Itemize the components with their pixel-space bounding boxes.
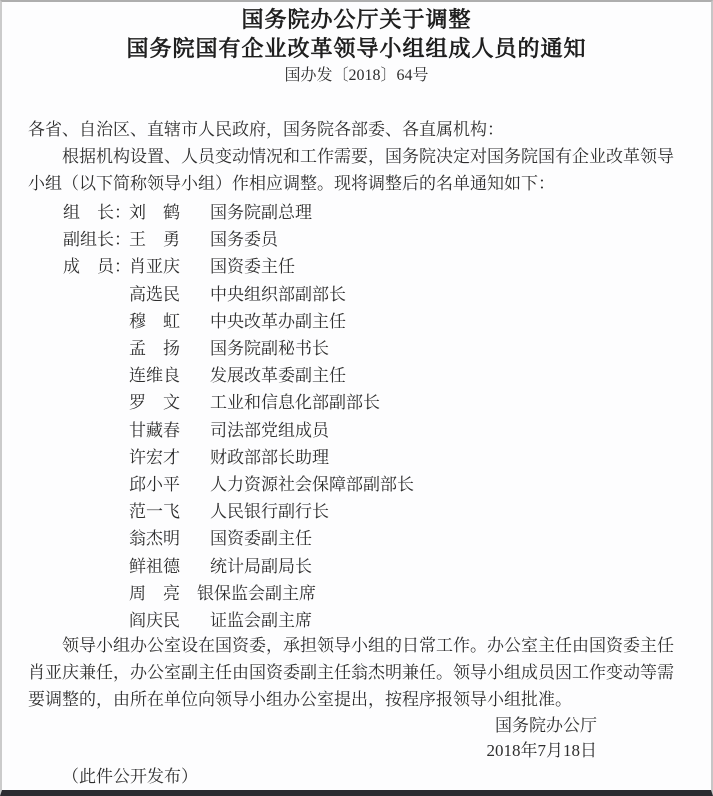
member-row — [63, 387, 685, 414]
member-row — [63, 333, 685, 360]
salutation: 各省、自治区、直辖市人民政府，国务院各部委、各直属机构： — [28, 120, 504, 139]
member-name: 高选民 — [129, 284, 180, 304]
member-name: 孟 扬 — [129, 339, 180, 359]
member-row — [63, 605, 685, 632]
member-position: 发展改革委副主任 — [210, 366, 346, 386]
member-name: 翁杰明 — [129, 529, 180, 549]
member-name: 罗 文 — [129, 393, 180, 413]
document-number: 国办发〔2018〕64号 — [284, 67, 429, 84]
member-role: 成 员： — [63, 257, 131, 277]
member-name: 许宏才 — [129, 447, 180, 467]
signer: 国务院办公厅 — [495, 716, 597, 735]
document-title-line1: 国务院办公厅关于调整 — [241, 7, 472, 32]
member-row — [63, 469, 685, 496]
member-row — [63, 306, 685, 333]
member-position: 证监会副主席 — [210, 610, 312, 630]
member-position: 国资委主任 — [210, 257, 295, 277]
footer-note: （此件公开发布） — [62, 767, 198, 786]
member-name: 周 亮 — [129, 583, 180, 603]
member-row — [63, 550, 685, 577]
intro-paragraph: 根据机构设置、人员变动情况和工作需要，国务院决定对国务院国有企业改革领导小组（以下简称领导小组）作相应调整。现将调整后的名单通知如下： — [28, 147, 674, 193]
member-role: 副组长： — [63, 230, 131, 250]
member-position: 国务院副总理 — [210, 203, 312, 223]
document-title-line2: 国务院国有企业改革领导小组组成人员的通知 — [126, 36, 587, 61]
member-row — [63, 251, 685, 278]
member-position: 国务委员 — [210, 230, 278, 250]
member-row — [63, 496, 685, 523]
member-list — [63, 197, 685, 632]
member-name: 肖亚庆 — [129, 257, 180, 277]
member-position: 统计局副局长 — [210, 556, 312, 576]
member-position: 国务院副秘书长 — [210, 339, 329, 359]
member-name: 鲜祖德 — [129, 556, 180, 576]
signature-block — [28, 713, 597, 763]
member-row — [63, 578, 685, 605]
member-position: 人力资源社会保障部副部长 — [210, 474, 414, 494]
member-name: 邱小平 — [129, 474, 180, 494]
member-name: 范一飞 — [129, 502, 180, 522]
closing-paragraph: 领导小组办公室设在国资委，承担领导小组的日常工作。办公室主任由国资委主任肖亚庆兼任，办公室副主任由国资委副主任翁杰明兼任。领导小组成员因工作变动等需要调整的，由所在单位向领导小组办公室提出，按程序报领导小组批准。 — [28, 636, 674, 709]
member-row — [63, 360, 685, 387]
member-position: 司法部党组成员 — [210, 420, 329, 440]
member-name: 穆 虹 — [129, 311, 180, 331]
member-name: 王 勇 — [129, 230, 180, 250]
member-name: 刘 鹤 — [129, 203, 180, 223]
member-position: 国资委副主任 — [210, 529, 312, 549]
member-name: 连维良 — [129, 366, 180, 386]
member-row — [63, 442, 685, 469]
member-role: 组 长： — [63, 203, 131, 223]
member-row — [63, 415, 685, 442]
member-row — [63, 224, 685, 251]
member-position: 财政部部长助理 — [210, 447, 329, 467]
member-name: 甘藏春 — [129, 420, 180, 440]
member-row — [63, 197, 685, 224]
member-position: 工业和信息化部副部长 — [210, 393, 380, 413]
member-position: 中央组织部副部长 — [210, 284, 346, 304]
member-position: 中央改革办副主任 — [210, 311, 346, 331]
member-position: 人民银行副行长 — [210, 502, 329, 522]
signature-date: 2018年7月18日 — [486, 741, 597, 760]
member-position: 银保监会副主席 — [197, 583, 316, 603]
member-row — [63, 523, 685, 550]
member-name: 阎庆民 — [129, 610, 180, 630]
member-row — [63, 279, 685, 306]
